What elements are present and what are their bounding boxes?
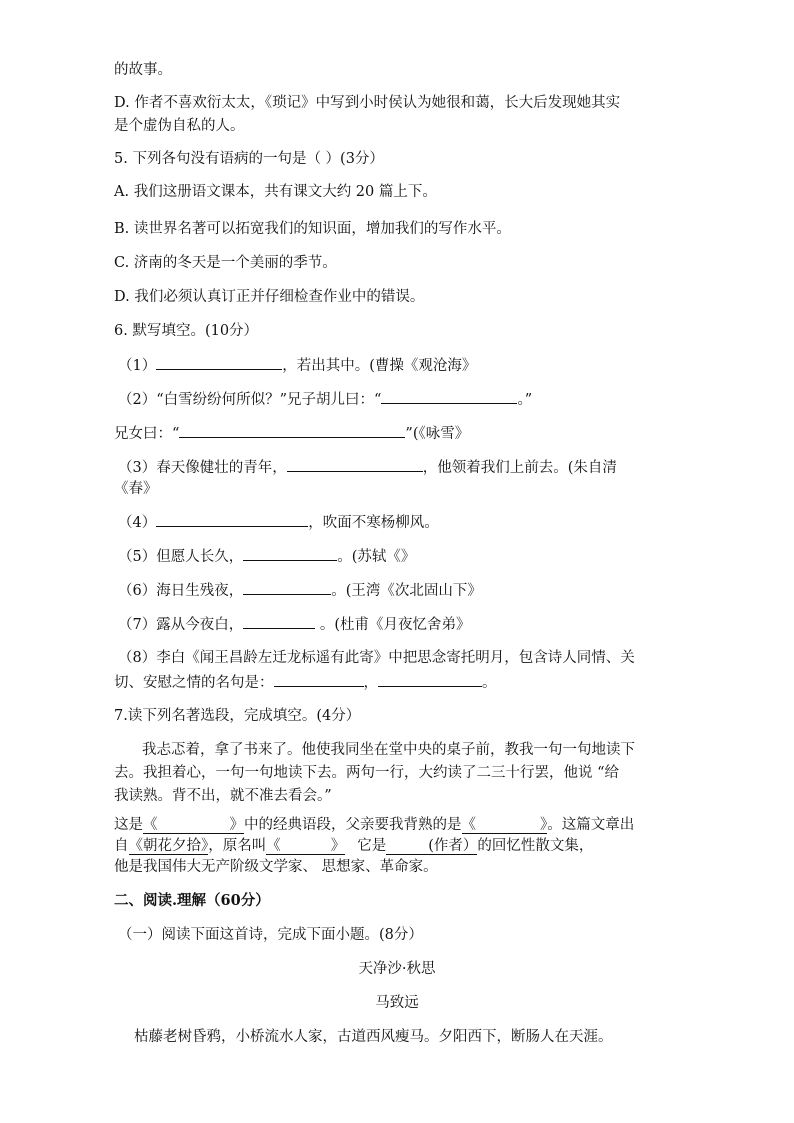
answer-blank[interactable] (266, 838, 345, 855)
text-line: 是个虚伪自私的人。 (114, 118, 245, 134)
fill-line-3: 他是我国伟大无产阶级文学家、 思想家、革命家。 (114, 859, 438, 875)
bracket: 》 (330, 838, 346, 854)
item-text: （1） (118, 358, 157, 374)
fill-line-2 (114, 836, 593, 856)
fill-item-4 (118, 512, 439, 533)
answer-blank[interactable] (462, 817, 548, 834)
item-text: 的回忆性散文集， (477, 838, 594, 854)
answer-blank[interactable] (386, 838, 477, 855)
item-text: 。(杜甫《月夜忆舍弟》 (315, 617, 471, 633)
item-text: （2）“白雪纷纷何所似？”兄子胡儿曰：“ (118, 392, 382, 408)
fill-item-8-cont (114, 672, 497, 693)
item-text: ，他领着我们上前去。(朱自清 (422, 460, 617, 476)
item-text: （6）海日生残夜， (118, 583, 244, 599)
text-line: 的故事。 (114, 62, 172, 78)
item-text: 。(王湾《次北固山下》 (331, 583, 482, 599)
answer-blank[interactable] (156, 355, 282, 370)
answer-blank[interactable] (243, 614, 315, 629)
item-text: ，若出其中。(曹操《观沧海》 (282, 358, 477, 374)
answer-blank[interactable] (156, 512, 308, 527)
fill-line-1 (114, 815, 634, 835)
item-text: ， (363, 675, 378, 691)
item-text: 这是 (114, 817, 143, 833)
passage-line: 去。我担着心，一句一句地读下去。两句一行，大约读了二三十行罢，他说 “给 (114, 765, 620, 781)
answer-blank[interactable] (381, 389, 517, 404)
item-text: 。 (482, 675, 497, 691)
answer-blank[interactable] (378, 672, 482, 687)
section-heading: 二、阅读.理解（60分） (114, 892, 270, 909)
poem-body: 枯藤老树昏鸦，小桥流水人家，古道西风瘦马。夕阳西下，断肠人在天涯。 (134, 1029, 613, 1045)
item-text: 兄女曰：“ (114, 426, 180, 442)
answer-blank[interactable] (274, 672, 364, 687)
answer-blank[interactable] (179, 423, 405, 438)
item-text: （5）但愿人长久， (118, 549, 244, 565)
fill-item-2-cont (114, 423, 469, 444)
option-d-line: D. 作者不喜欢衍太太，《琐记》中写到小时侯认为她很和蔼，长大后发现她其实 (114, 95, 621, 111)
item-text: （3）春天像健壮的青年， (118, 460, 287, 476)
item-text: 自 (114, 838, 129, 854)
item-text: ，原名叫 (208, 838, 267, 854)
bracket: 》 (229, 817, 244, 833)
passage-line: 我读熟。背不出，就不准去看会。” (114, 788, 332, 804)
answer-blank[interactable] (287, 457, 423, 472)
answer-blank[interactable] (243, 580, 331, 595)
question-7: 7.读下列名著选段，完成填空。(4分） (114, 708, 361, 724)
item-text: （7）露从今夜白， (118, 617, 244, 633)
fill-item-8: （8）李白《闻王昌龄左迁龙标遥有此寄》中把思念寄托明月，包含诗人同情、关 (118, 650, 635, 666)
fill-item-5 (118, 546, 415, 567)
item-text: 切、安慰之情的名句是： (114, 675, 274, 691)
poem-title: 天净沙·秋思 (358, 961, 436, 977)
option-a: A. 我们这册语文课本，共有课文大约 20 篇上下。 (114, 184, 437, 200)
option-b: B. 读世界名著可以拓宽我们的知识面，增加我们的写作水平。 (114, 221, 511, 237)
fill-item-3 (118, 457, 617, 478)
option-c: C. 济南的冬天是一个美丽的季节。 (114, 255, 337, 271)
poem-author: 马致远 (375, 995, 419, 1011)
text-line: 《春》 (114, 481, 158, 497)
item-text: 。” (517, 392, 533, 408)
passage-line: 我忐忑着，拿了书来了。他使我同坐在堂中央的桌子前，教我一句一句地读下 (142, 742, 635, 758)
item-text: ”(《咏雪》 (405, 426, 470, 442)
fill-item-2 (118, 389, 532, 410)
answer-blank[interactable] (243, 546, 337, 561)
bracket: 》 (540, 817, 548, 833)
question-5: 5. 下列各句没有语病的一句是（ ）(3分） (114, 151, 384, 167)
bracket: 《 (266, 838, 281, 854)
item-text: 。(苏轼《》 (337, 549, 416, 565)
item-text: 。这篇文章出 (547, 817, 635, 833)
bracket: 《 (143, 817, 158, 833)
reading-instruction: （一）阅读下面这首诗，完成下面小题。(8分） (118, 927, 423, 943)
book-title: 《朝花夕拾》 (128, 838, 209, 854)
item-text: ，吹面不寒杨柳风。 (308, 515, 439, 531)
fill-item-1 (118, 355, 476, 376)
item-text: 中的经典语段，父亲要我背熟的是 (244, 817, 462, 833)
answer-blank[interactable] (143, 817, 244, 834)
fill-item-6 (118, 580, 482, 601)
item-text: 它是 (357, 838, 387, 854)
question-6: 6. 默写填空。(10分） (114, 323, 259, 339)
fill-item-7 (118, 614, 471, 635)
bracket: 《 (461, 817, 476, 833)
author-hint: (作者） (428, 838, 478, 854)
item-text: （4） (118, 515, 157, 531)
option-d: D. 我们必须认真订正并仔细检查作业中的错误。 (114, 289, 425, 305)
